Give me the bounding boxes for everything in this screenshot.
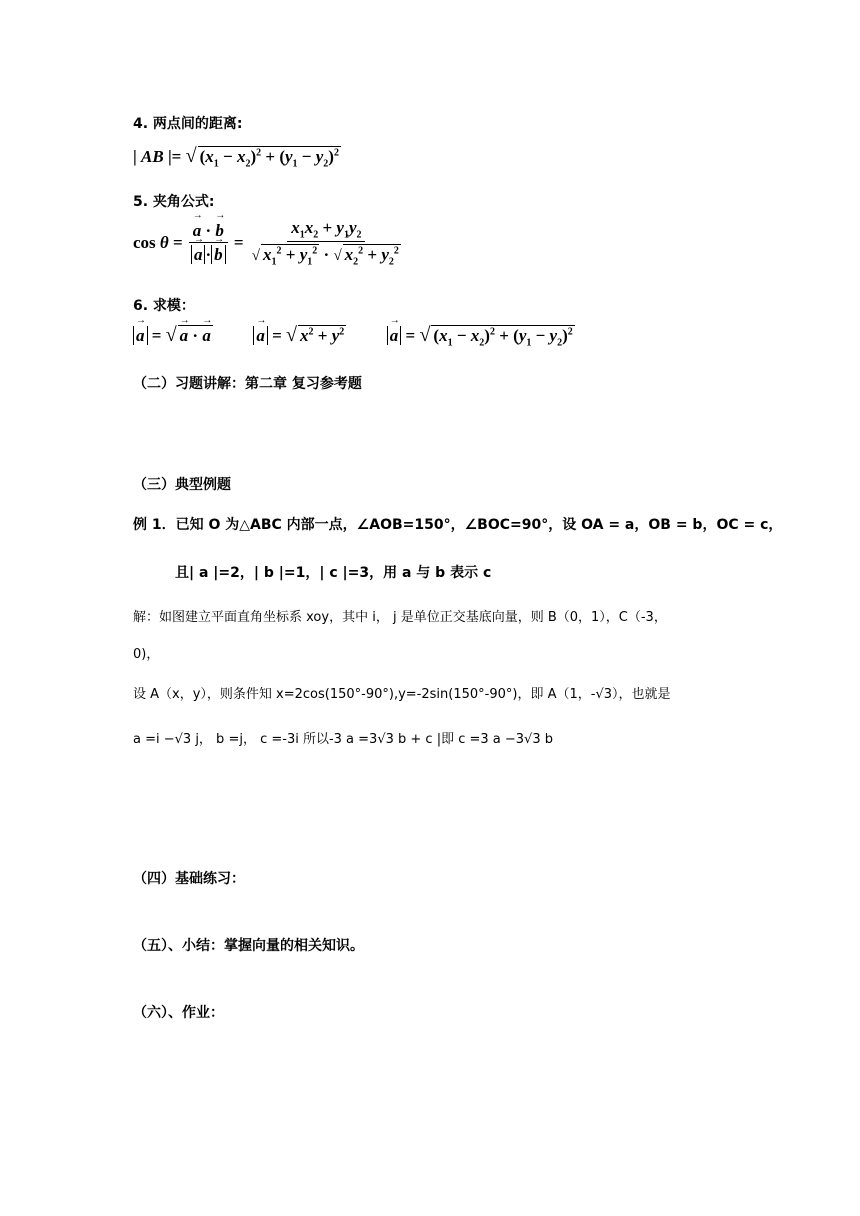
solution-line2: 0)，: [133, 647, 160, 662]
summary-heading: （五）、小结：掌握向量的相关知识。: [133, 938, 364, 954]
norm-heading: 6. 求模：: [133, 298, 195, 314]
angle-formula: cos θ = → a · → b → a ·→ b = $\frac{x_1x_2 + y_1y_2}{√ x_1^2 + y_1^2 \cdot √ x_2^2 + y_2^2}$: [133, 218, 405, 268]
distance-formula: | AB |= √ $(x_1 - x_2)^2 + (y_1 - y_2)^2$: [133, 145, 339, 170]
example1-line2: 且| a |=2，| b |=1，| c |=3，用 a 与 b 表示 c: [175, 565, 492, 581]
example1-line1: 例 1．已知 O 为△ABC 内部一点，∠AOB=150°，∠BOC=90°，设 OA = a，OB = b，OC = c，: [133, 517, 783, 533]
exercises-heading: （二）习题讲解：第二章 复习参考题: [133, 376, 362, 392]
solution-line3: 设 A（x，y），则条件知 x=2cos(150°-90°),y=-2sin(150°-90°)，即 A（1，-√3），也就是: [133, 687, 671, 702]
norm-formula: → a = √→ a · → a → a = √ $x^2 + y^2 \to a$ = √ $(x_1 - x_2)^2 + (y_1 - y_2)^2$: [133, 324, 575, 348]
examples-heading: （三）典型例题: [133, 477, 231, 493]
angle-heading: 5. 夹角公式:: [133, 194, 215, 210]
practice-heading: （四）基础练习：: [133, 871, 245, 887]
distance-heading: 4. 两点间的距离:: [133, 116, 243, 132]
solution-line1: 解：如图建立平面直角坐标系 xoy，其中 i， j 是单位正交基底向量，则 B（0，1），C（-3，: [133, 610, 667, 625]
homework-heading: （六）、作业：: [133, 1005, 224, 1021]
solution-line4: a =i −√3 j， b =j， c =-3i 所以-3 a =3√3 b + c |即 c =3 a −3√3 b: [133, 732, 553, 747]
